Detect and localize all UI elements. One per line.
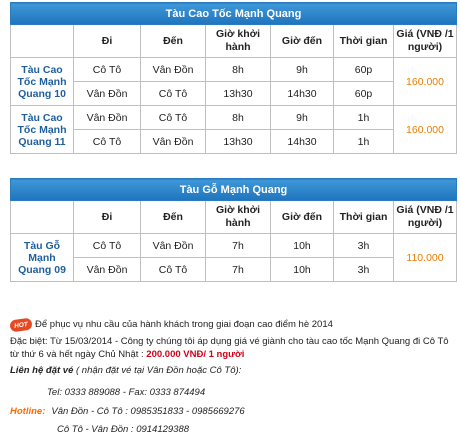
vessel-name: Tàu Gỗ Mạnh Quang 09 [11,234,74,282]
cell-arrive: 9h [271,106,334,130]
header-depart: Giờ khởi hành [206,201,271,234]
cell-depart: 13h30 [206,82,271,106]
hot-badge-icon: HOT [9,317,32,332]
cell-to: Vân Đồn [141,234,206,258]
cell-duration: 60p [334,82,394,106]
header-price: Giá (VNĐ /1 người) [394,201,457,234]
cell-arrive: 14h30 [271,130,334,154]
cell-depart: 8h [206,106,271,130]
cell-from: Vân Đồn [74,106,141,130]
special-offer [10,335,456,361]
special-price: 200.000 VNĐ/ 1 người [146,349,245,360]
header-price: Giá (VNĐ /1 người) [394,25,457,58]
cell-duration: 3h [334,258,394,282]
hot-notice-text: Để phục vụ nhu cầu của hành khách trong giai đoạn cao điểm hè 2014 [35,319,333,330]
contact-line [10,364,241,377]
price-cell: 160.000 [394,106,457,154]
table-row [11,58,457,82]
table-row [11,130,457,154]
table-row [11,234,457,258]
header-duration: Thời gian [334,201,394,234]
cell-arrive: 10h [271,258,334,282]
special-offer-text: Đặc biệt: Từ 15/03/2014 - Công ty chúng tôi áp dụng giá vé giành cho tàu cao tốc Mạnh Quang đi Cô Tô từ thứ 6 và hết ngày Chủ Nhật : [10,336,449,360]
vessel-name: Tàu Cao Tốc Mạnh Quang 11 [11,106,74,154]
header-duration: Thời gian [334,25,394,58]
cell-arrive: 10h [271,234,334,258]
header-depart: Giờ khởi hành [206,25,271,58]
header-empty [11,201,74,234]
cell-to: Cô Tô [141,82,206,106]
cell-duration: 1h [334,106,394,130]
cell-duration: 60p [334,58,394,82]
hotline-vandon: Vân Đồn - Cô Tô : 0985351833 - 0985669276 [51,406,245,417]
cell-to: Cô Tô [141,106,206,130]
cell-arrive: 9h [271,58,334,82]
phone-fax-line: Tel: 0333 889088 - Fax: 0333 874494 [47,387,206,398]
price-cell: 160.000 [394,58,457,106]
table-title: Tàu Cao Tốc Mạnh Quang [11,3,457,25]
cell-from: Vân Đồn [74,82,141,106]
table-row [11,82,457,106]
header-from: Đi [74,201,141,234]
cell-duration: 1h [334,130,394,154]
header-empty [11,25,74,58]
contact-text: ( nhận đặt vé tại Vân Đồn hoặc Cô Tô): [73,365,242,376]
cell-depart: 7h [206,234,271,258]
header-to: Đến [141,201,206,234]
table-row [11,258,457,282]
cell-depart: 7h [206,258,271,282]
cell-depart: 8h [206,58,271,82]
vessel-name: Tàu Cao Tốc Mạnh Quang 10 [11,58,74,106]
high-speed-schedule-table [10,2,457,154]
price-cell: 110.000 [394,234,457,282]
hotline-label: Hotline: [10,406,46,417]
cell-to: Cô Tô [141,258,206,282]
cell-duration: 3h [334,234,394,258]
cell-from: Cô Tô [74,58,141,82]
table-title: Tàu Gỗ Mạnh Quang [11,179,457,201]
cell-from: Cô Tô [74,130,141,154]
cell-from: Cô Tô [74,234,141,258]
header-from: Đi [74,25,141,58]
table-row [11,106,457,130]
hotline-coto: Cô Tô - Vân Đồn : 0914129388 [57,424,190,435]
header-arrive: Giờ đến [271,201,334,234]
hot-notice [10,318,333,331]
cell-arrive: 14h30 [271,82,334,106]
cell-from: Vân Đồn [74,258,141,282]
cell-to: Vân Đồn [141,130,206,154]
cell-depart: 13h30 [206,130,271,154]
hotline-line [10,405,245,418]
header-arrive: Giờ đến [271,25,334,58]
cell-to: Vân Đồn [141,58,206,82]
contact-label: Liên hệ đặt vé [10,365,74,376]
wooden-boat-schedule-table [10,178,457,282]
header-to: Đến [141,25,206,58]
